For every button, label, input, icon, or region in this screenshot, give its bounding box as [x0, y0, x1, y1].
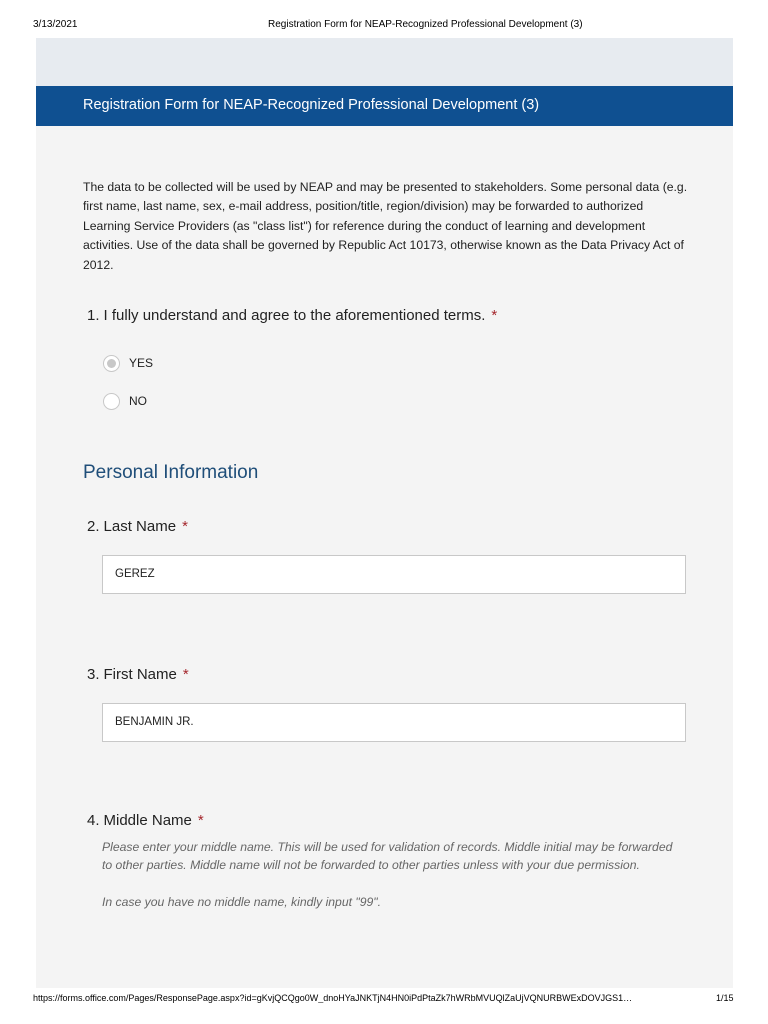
option-no-label: NO: [129, 394, 147, 409]
radio-selected-dot: [107, 359, 116, 368]
form-title-bar: [36, 86, 733, 126]
question-4-number: 4.: [87, 812, 100, 830]
question-4: [83, 812, 686, 829]
required-marker: *: [182, 518, 188, 536]
question-2-label: Last Name: [103, 518, 177, 536]
required-marker: *: [197, 812, 204, 830]
required-marker: *: [491, 307, 498, 325]
question-2-number: 2.: [87, 518, 100, 536]
print-url: https://forms.office.com/Pages/ResponsePage.aspx?id=gKvjQCQgo0W_dnoHYaJNKTjN4HN0iPdPtaZk7hWRbMVUQlZaUjVQNURBWExDOVJGS1…: [33, 993, 633, 1003]
question-1-label: I fully understand and agree to the aforementioned terms.: [103, 307, 486, 325]
first-name-field[interactable]: BENJAMIN JR.: [102, 703, 686, 742]
radio-no[interactable]: [103, 393, 120, 410]
question-2: [83, 518, 686, 535]
print-title: Registration Form for NEAP-Recognized Professional Development (3): [268, 19, 583, 30]
print-date: 3/13/2021: [33, 19, 78, 30]
option-yes[interactable]: [103, 344, 686, 382]
form-top-band: [36, 38, 733, 86]
section-title: Personal Information: [83, 462, 259, 484]
question-3-label: First Name: [103, 666, 177, 684]
question-1-options: [103, 344, 686, 420]
radio-yes[interactable]: [103, 355, 120, 372]
print-page-number: 1/15: [716, 993, 734, 1003]
question-1: [83, 307, 686, 324]
question-3: [83, 666, 686, 683]
question-3-number: 3.: [87, 666, 100, 684]
option-yes-label: YES: [129, 356, 154, 371]
option-no[interactable]: [103, 382, 686, 420]
form-title: Registration Form for NEAP-Recognized Professional Development (3): [83, 97, 540, 113]
privacy-notice: The data to be collected will be used by NEAP and may be presented to stakeholders. Some personal data (e.g. first name, last name, sex, e-mail address, position/title, region/division) may be forwarded to authorized Learning Service Providers (as "class list") for reference during the conduct of learning and development activities. Use of the data shall be governed by Republic Act 10173, otherwise known as the Data Privacy Act of 2012.: [83, 180, 688, 272]
middle-name-hint-no-middle: In case you have no middle name, kindly input "99".: [102, 894, 381, 909]
question-4-label: Middle Name: [103, 812, 192, 830]
question-1-number: 1.: [87, 307, 100, 325]
middle-name-hint: Please enter your middle name. This will be used for validation of records. Middle initial may be forwarded to other parties. Middle name will not be forwarded to other parties unless with your due permission.: [102, 840, 673, 873]
form-body: [36, 126, 733, 911]
form-container: [36, 38, 733, 988]
required-marker: *: [182, 666, 189, 684]
last-name-field[interactable]: GEREZ: [102, 555, 686, 594]
